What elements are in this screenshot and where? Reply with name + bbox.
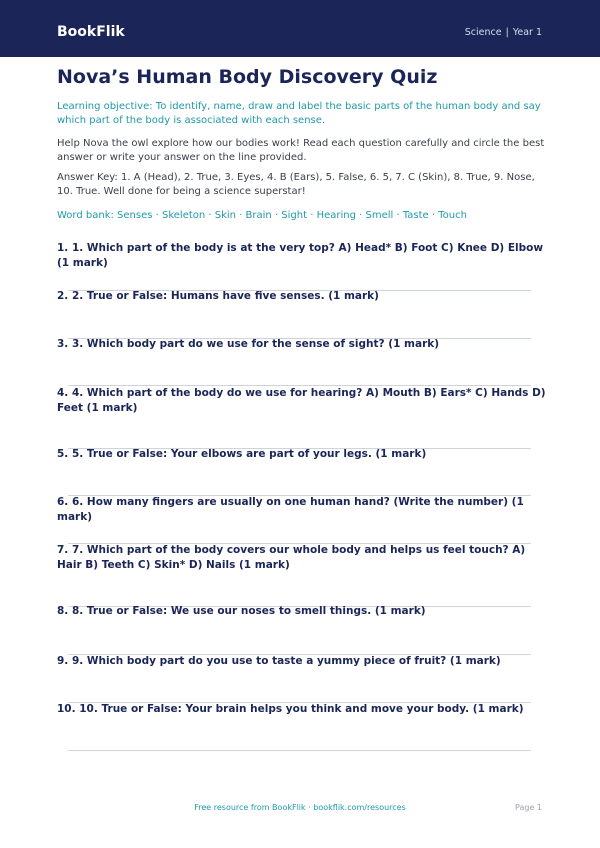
question-10: 10. 10. True or False: Your brain helps you think and move your body. (1 mark) xyxy=(57,703,524,715)
page-number: Page 1 xyxy=(515,803,542,812)
intro-text: Help Nova the owl explore how our bodies work! Read each question carefully and circle the best answer or write your answer on the line provided. xyxy=(57,138,545,163)
answer-line-10[interactable] xyxy=(68,750,531,751)
question-6: 6. 6. How many fingers are usually on one human hand? (Write the number) (1 mark) xyxy=(57,496,524,523)
year-label: Year 1 xyxy=(512,27,542,38)
question-2: 2. 2. True or False: Humans have five senses. (1 mark) xyxy=(57,290,379,302)
question-9: 9. 9. Which body part do you use to taste a yummy piece of fruit? (1 mark) xyxy=(57,655,501,667)
question-8: 8. 8. True or False: We use our noses to smell things. (1 mark) xyxy=(57,605,426,617)
subject-year-label xyxy=(465,26,542,40)
learning-objective: Learning objective: To identify, name, draw and label the basic parts of the human body and say which part of the body is associated with each sense. xyxy=(57,101,541,126)
word-bank: Word bank: Senses · Skeleton · Skin · Brain · Sight · Hearing · Smell · Taste · Touch xyxy=(57,210,467,221)
question-3: 3. 3. Which body part do we use for the sense of sight? (1 mark) xyxy=(57,338,440,350)
brand-logo-text: BookFlik xyxy=(57,24,125,40)
page-title: Nova’s Human Body Discovery Quiz xyxy=(57,66,438,88)
question-5: 5. 5. True or False: Your elbows are part of your legs. (1 mark) xyxy=(57,448,427,460)
page-header xyxy=(0,0,600,57)
answer-key: Answer Key: 1. A (Head), 2. True, 3. Eyes, 4. B (Ears), 5. False, 6. 5, 7. C (Skin), 8. True, 9. Nose, 10. True. Well done for being a science superstar! xyxy=(57,172,535,197)
subject-label: Science xyxy=(464,27,502,38)
question-4: 4. 4. Which part of the body do we use for hearing? A) Mouth B) Ears* C) Hands D) Feet (1 mark) xyxy=(57,387,546,414)
question-7: 7. 7. Which part of the body covers our whole body and helps us feel touch? A) Hair B) Teeth C) Skin* D) Nails (1 mark) xyxy=(57,544,526,571)
header-separator: | xyxy=(505,27,509,38)
question-1: 1. 1. Which part of the body is at the very top? A) Head* B) Foot C) Knee D) Elbow (1 mark) xyxy=(57,242,544,269)
footer-credit: Free resource from BookFlik · bookflik.com/resources xyxy=(194,803,406,812)
